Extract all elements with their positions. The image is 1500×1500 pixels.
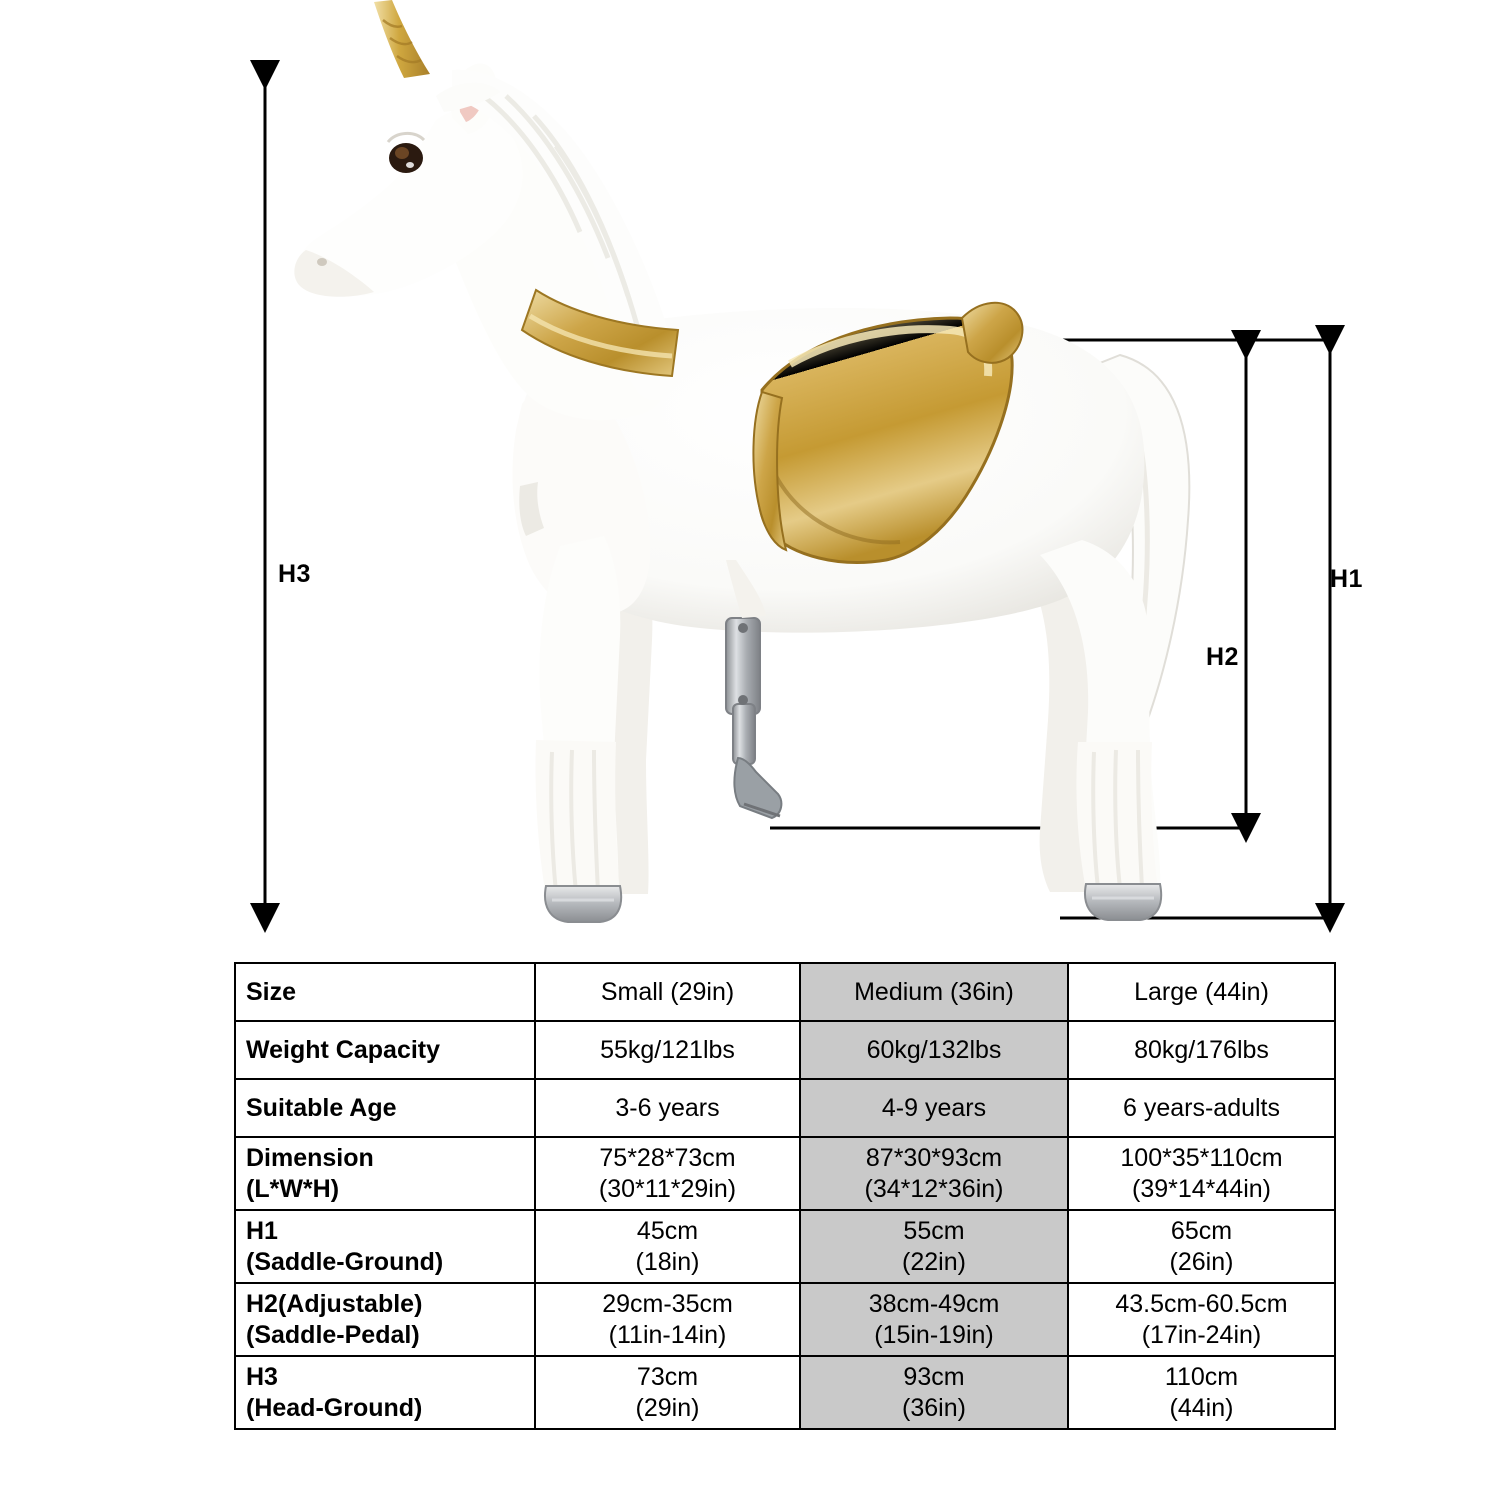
cell-value-sub: (15in-19in) [874, 1320, 994, 1349]
h2-label: H2 [1206, 643, 1239, 671]
table-row [235, 1021, 1335, 1079]
cell-small [535, 1210, 800, 1283]
cell-value-sub: (26in) [1169, 1247, 1234, 1276]
cell-large: 80kg/176lbs [1068, 1021, 1335, 1079]
table-row [235, 1210, 1335, 1283]
row-label: Weight Capacity [235, 1021, 535, 1079]
cell-small: Small (29in) [535, 963, 800, 1021]
cell-large [1068, 1356, 1335, 1429]
cell-large: 6 years-adults [1068, 1079, 1335, 1137]
cell-value: 65cm [1170, 1217, 1233, 1245]
cell-large: Large (44in) [1068, 963, 1335, 1021]
cell-small [535, 1283, 800, 1356]
cell-value: 73cm [636, 1363, 699, 1391]
table-row [235, 1079, 1335, 1137]
cell-medium: Medium (36in) [800, 963, 1068, 1021]
row-label [235, 1356, 535, 1429]
cell-value-sub: (18in) [635, 1247, 700, 1276]
table-row [235, 1283, 1335, 1356]
cell-small: 3-6 years [535, 1079, 800, 1137]
cell-small [535, 1356, 800, 1429]
cell-value-sub: (30*11*29in) [598, 1174, 737, 1203]
cell-medium [800, 1210, 1068, 1283]
row-label: Size [235, 963, 535, 1021]
cell-value-sub: (36in) [902, 1393, 966, 1422]
unicorn-drawing [294, 0, 1189, 922]
row-label-sub: (L*W*H) [246, 1174, 340, 1203]
cell-value-sub: (17in-24in) [1141, 1320, 1262, 1349]
cell-value-sub: (39*14*44in) [1132, 1174, 1271, 1203]
row-label-main: H3 [246, 1363, 278, 1391]
cell-small: 55kg/121lbs [535, 1021, 800, 1079]
row-label-sub: (Saddle-Pedal) [246, 1320, 420, 1349]
table-row [235, 1137, 1335, 1210]
cell-value: 45cm [636, 1217, 699, 1245]
row-label-main: Dimension [246, 1144, 374, 1172]
cell-medium [800, 1283, 1068, 1356]
cell-large [1068, 1210, 1335, 1283]
cell-medium [800, 1137, 1068, 1210]
row-label [235, 1210, 535, 1283]
row-label-sub: (Saddle-Ground) [246, 1247, 444, 1276]
cell-value-sub: (11in-14in) [608, 1320, 727, 1349]
specification-table-container [234, 962, 1334, 1430]
cell-value: 87*30*93cm [865, 1144, 1003, 1172]
cell-value: 93cm [903, 1363, 965, 1391]
cell-value-sub: (29in) [635, 1393, 700, 1422]
specification-table [234, 962, 1336, 1430]
cell-value: 75*28*73cm [599, 1144, 736, 1172]
cell-large [1068, 1283, 1335, 1356]
cell-value: 55cm [903, 1217, 965, 1245]
row-label [235, 1137, 535, 1210]
row-label-main: H1 [246, 1217, 278, 1245]
cell-large [1068, 1137, 1335, 1210]
cell-medium: 60kg/132lbs [800, 1021, 1068, 1079]
h1-label: H1 [1330, 565, 1363, 593]
table-row [235, 1356, 1335, 1429]
row-label-sub: (Head-Ground) [246, 1393, 423, 1422]
cell-value: 100*35*110cm [1120, 1144, 1283, 1172]
cell-value: 43.5cm-60.5cm [1115, 1290, 1288, 1318]
cell-value-sub: (34*12*36in) [864, 1174, 1004, 1203]
cell-value-sub: (22in) [902, 1247, 966, 1276]
row-label-main: H2(Adjustable) [246, 1290, 423, 1318]
cell-value-sub: (44in) [1169, 1393, 1234, 1422]
cell-medium [800, 1356, 1068, 1429]
cell-value: 38cm-49cm [868, 1290, 1000, 1318]
cell-medium: 4-9 years [800, 1079, 1068, 1137]
cell-value: 110cm [1164, 1363, 1239, 1391]
row-label [235, 1283, 535, 1356]
cell-small [535, 1137, 800, 1210]
h3-label: H3 [278, 560, 311, 588]
row-label: Suitable Age [235, 1079, 535, 1137]
table-row [235, 963, 1335, 1021]
cell-value: 29cm-35cm [602, 1290, 733, 1318]
